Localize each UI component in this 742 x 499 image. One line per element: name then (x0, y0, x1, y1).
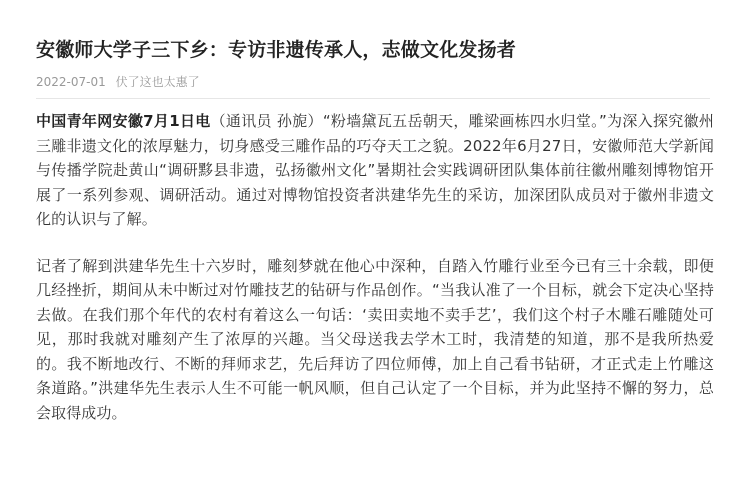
publish-date: 2022-07-01 (36, 75, 106, 89)
paragraph (36, 109, 714, 232)
paragraph-text: （通讯员 孙旎）“粉墙黛瓦五岳朝天，雕梁画栋四水归堂。”为深入探究徽州三雕非遗文化的浓厚魅力，切身感受三雕作品的巧夺天工之貌。2022年6月27日，安徽师范大学新闻与传播学院赴黄山“调研黟县非遗，弘扬徽州文化”暑期社会实践调研团队集体前往徽州雕刻博物馆开展了一系列参观、调研活动。通过对博物馆投资者洪建华先生的采访，加深团队成员对于徽州非遗文化的认识与了解。 (36, 112, 714, 228)
author-link[interactable]: 伏了这也太惠了 (115, 75, 200, 89)
dateline: 中国青年网安徽7月1日电 (36, 112, 211, 130)
article-meta (36, 73, 710, 99)
article-title: 安徽师大学子三下乡：专访非遗传承人，志做文化发扬者 (36, 39, 517, 61)
paragraph-text: 记者了解到洪建华先生十六岁时，雕刻梦就在他心中深种，自踏入竹雕行业至今已有三十余载，即便几经挫折，期间从未中断过对竹雕技艺的钻研与作品创作。“当我认准了一个目标，就会下定决心坚持去做。在我们那个年代的农村有着这么一句话：‘卖田卖地不卖手艺’，我们这个村子木雕石雕随处可见，那时我就对雕刻产生了浓厚的兴趣。当父母送我去学木工时，我清楚的知道，那不是我所热爱的。我不断地改行、不断的拜师求艺，先后拜访了四位师傅，加上自己看书钻研，才正式走上竹雕这条道路。”洪建华先生表示人生不可能一帆风顺，但自己认定了一个目标，并为此坚持不懈的努力，总会取得成功。 (36, 256, 714, 422)
paragraph (36, 254, 714, 426)
article-body (36, 109, 714, 425)
